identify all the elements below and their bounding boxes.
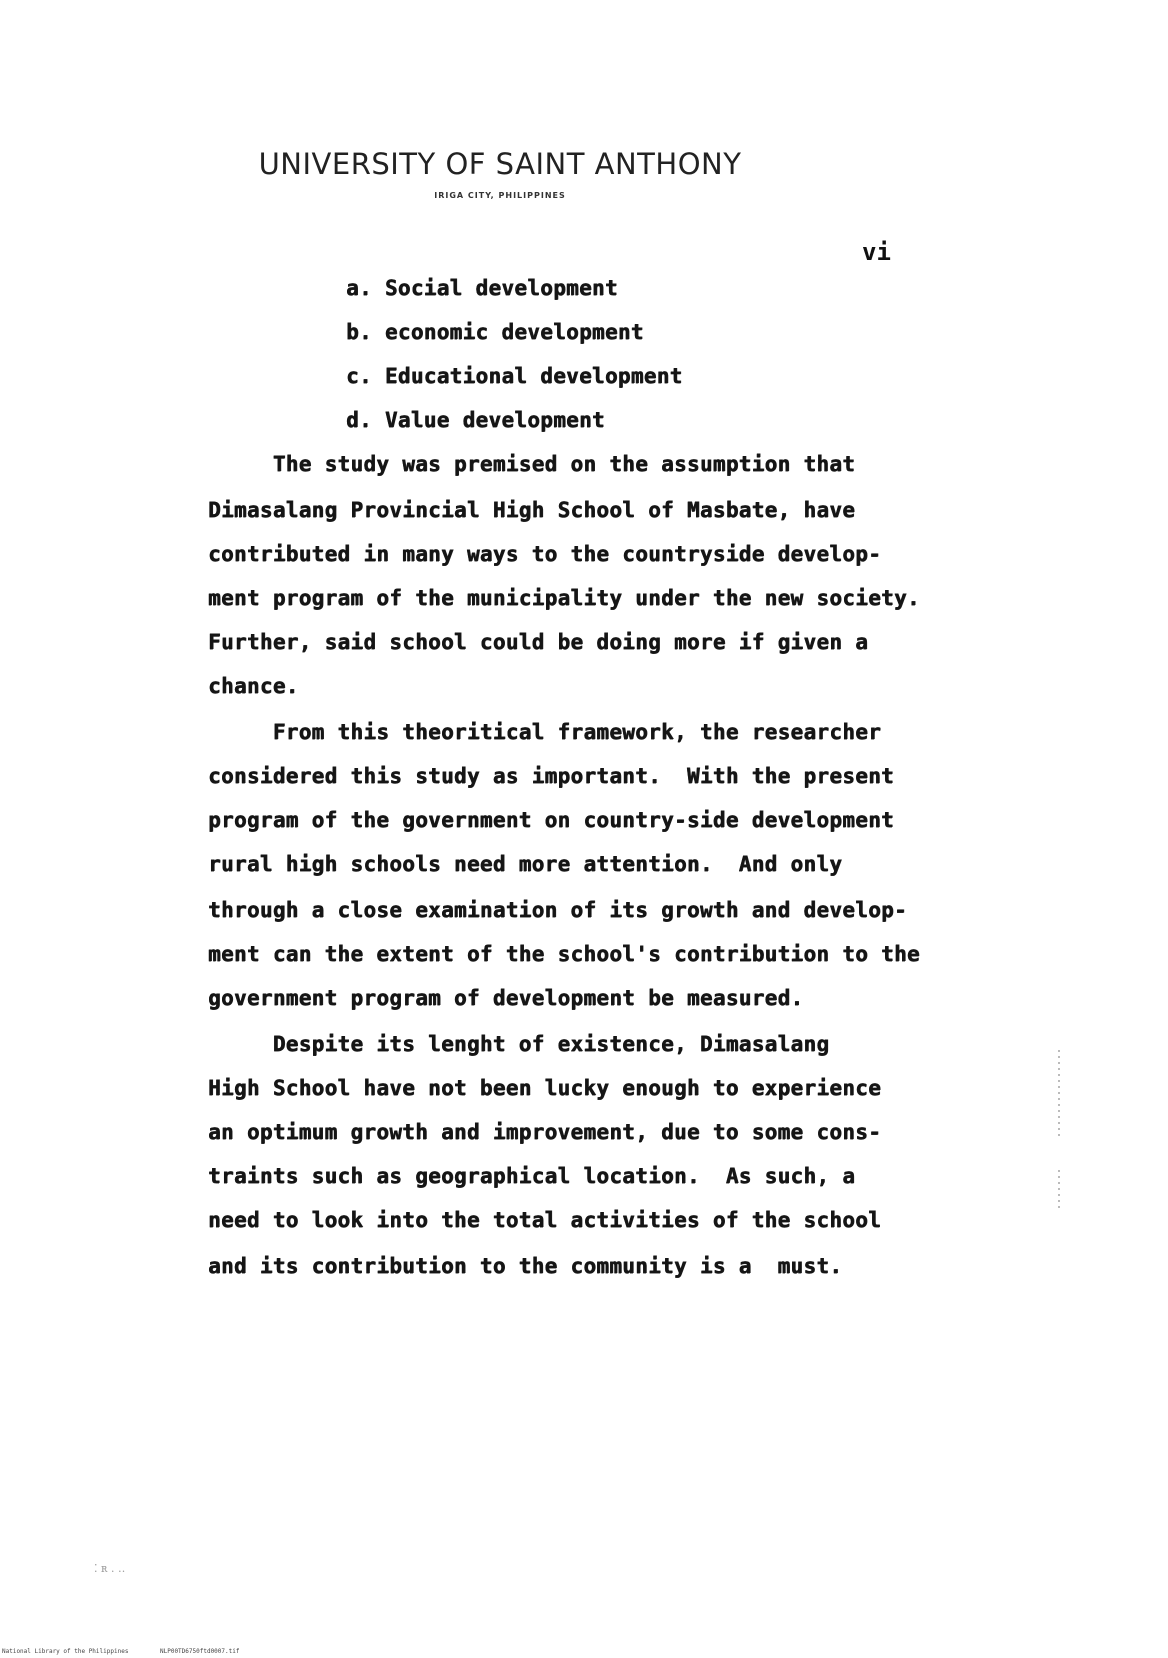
- text-line: program of the government on country-side development: [208, 808, 894, 832]
- footer-library: National Library of the Philippines: [2, 1648, 129, 1655]
- list-item: a. Social development: [346, 276, 618, 300]
- text-line: need to look into the total activities of the school: [208, 1208, 882, 1232]
- text-line: rural high schools need more attention. And only: [208, 852, 843, 876]
- text-line: an optimum growth and improvement, due to some cons-: [208, 1120, 882, 1144]
- scan-margin-marks: [1058, 1050, 1060, 1140]
- text-line: ment program of the municipality under the new society.: [208, 586, 920, 610]
- text-line: considered this study as important. With the present: [208, 764, 894, 788]
- university-location: IRIGA CITY, PHILIPPINES: [434, 191, 566, 200]
- letterhead: [0, 147, 1000, 200]
- list-item: c. Educational development: [346, 364, 683, 388]
- text-line: From this theoritical framework, the researcher: [208, 720, 882, 744]
- margin-scribble: ⁚ ʀ ․ ‥: [94, 1562, 126, 1575]
- text-line: through a close examination of its growth and develop-: [208, 898, 907, 922]
- footer-filename: NLP00TD6750ftd0007.tif: [160, 1648, 240, 1655]
- text-line: Dimasalang Provincial High School of Masbate, have: [208, 498, 856, 522]
- text-line: government program of development be measured.: [208, 986, 804, 1010]
- list-item: d. Value development: [346, 408, 605, 432]
- text-line: ment can the extent of the school's contribution to the: [208, 942, 920, 966]
- text-line: and its contribution to the community is a must.: [208, 1254, 843, 1278]
- text-line: chance.: [208, 674, 299, 698]
- text-line: contributed in many ways to the countryside develop-: [208, 542, 882, 566]
- text-line: Despite its lenght of existence, Dimasalang: [208, 1032, 830, 1056]
- text-line: High School have not been lucky enough to experience: [208, 1076, 882, 1100]
- scan-margin-marks: [1058, 1170, 1060, 1210]
- text-line: The study was premised on the assumption that: [208, 452, 856, 476]
- text-line: Further, said school could be doing more if given a: [208, 630, 869, 654]
- list-item: b. economic development: [346, 320, 644, 344]
- text-line: traints such as geographical location. As such, a: [208, 1164, 856, 1188]
- university-name: UNIVERSITY OF SAINT ANTHONY: [258, 147, 742, 181]
- page-number: vi: [862, 238, 891, 266]
